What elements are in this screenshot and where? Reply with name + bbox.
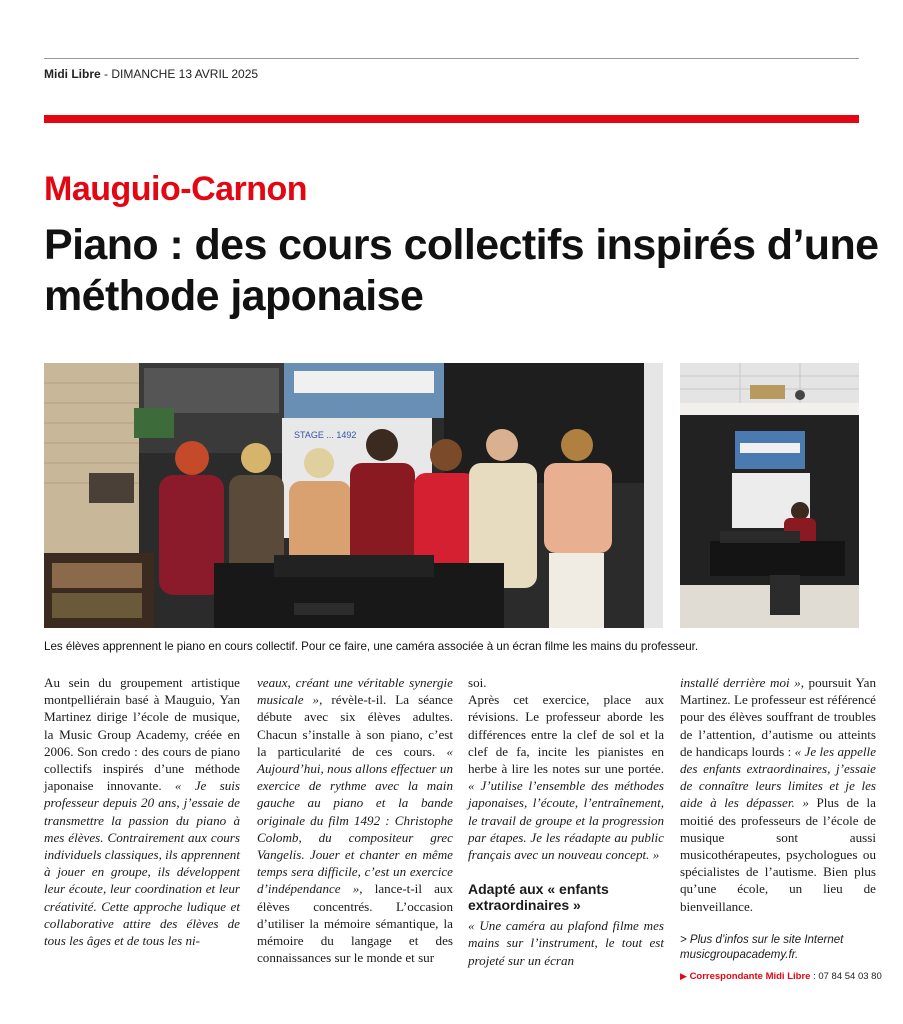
main-photo [44,363,663,628]
col3-paragraph-2 [468,691,664,863]
col3-quote-1: « J’utilise l’ensemble des méthodes japonaises, l’écoute, l’entraînement, le travail de groupe et la progression par étapes. Je les réadapte au public français avec un nouveau concept. » [468,778,664,863]
more-info-note: > Plus d’infos sur le site Internet musicgroupacademy.fr. [680,933,844,961]
col2-quote-1: veaux, créant une véritable synergie musicale » [257,675,453,708]
article-column-2 [257,674,453,966]
publication-name: Midi Libre [44,67,101,81]
correspondent-label: Correspondante Midi Libre [689,970,811,982]
col3-paragraph-1: soi. [468,675,487,690]
triangle-icon: ▶ [680,970,687,981]
col4-paragraph [680,674,876,915]
group-photo-illustration [44,363,663,628]
issue-date: - DIMANCHE 13 AVRIL 2025 [100,67,259,81]
article-column-4 [680,674,882,985]
section-bar [44,115,859,123]
correspondent-phone: : 07 84 54 03 80 [810,970,882,982]
col1-quote: « Je suis professeur depuis 20 ans, j’essaie de transmettre la passion du piano à mes élèves. Contrairement aux cours individuels classiques, ils apprennent à jouer en groupe, ils développent leur écoute, leur coordination et leur créativité. Cette approche ludique et collaborative attire des élèves de tous les âges et de tous les ni- [44,778,240,949]
col2-paragraph [257,674,453,966]
ceiling-camera-mount [750,385,785,399]
folio [44,67,258,81]
plant [134,408,174,438]
article-subhead: Adapté aux « enfants extraordinaires » [468,881,609,914]
amp [89,473,134,503]
col4-quote-1: installé derrière moi » [680,675,801,690]
col3-paragraph-3 [468,917,664,969]
col3-text: Après cet exercice, place aux révisions. Le professeur aborde les différences entre la clef de sol et la clef de fa, incite les pianistes en herbe à lire les notes sur une portée. [468,692,664,777]
col2-quote-2: « Aujourd’hui, nous allons effectuer un exercice de rythme avec la main gauche au piano et la bande originale du film 1492 : Christophe Colomb, du compositeur grec Vangelis. Jouer et chanter en même temps sera difficile, c’est un exercice d’indépendance » [257,743,453,897]
col2-text-2: , lance-t-il aux élèves concentrés. L’occasion d’utiliser la mémoire sémantique, la mémoire du langage et des connaissances sur le monde et sur [257,881,453,966]
whiteboard-text: STAGE ... 1492 [294,430,357,440]
top-rule [44,58,859,59]
col4-text-2: Plus de la moitié des professeurs de l’école de musique sont aussi musicothérapeutes, psychologues ou spécialistes de l’autisme. Bien plus qu’une école, un lieu de bienveillance. [680,795,876,914]
teacher-photo-illustration [680,363,859,628]
article-headline: Piano : des cours collectifs inspirés d’une méthode japonaise [44,221,879,320]
article-column-3 [468,674,664,969]
col4-text-1: , poursuit Yan Martinez. Le professeur est référencé pour des élèves souffrant de troubles de l’attention, d’autisme ou atteints de handicaps lourds : [680,675,876,759]
correspondent-credit [680,968,882,985]
stage-piano [710,541,845,576]
col1-paragraph [44,674,240,949]
article-column-1 [44,674,240,949]
col3-quote-2: « Une caméra au plafond filme mes mains sur l’instrument, le tout est projeté sur un écran [468,918,664,968]
col2-text-1: , révèle-t-il. La séance débute avec six élèves adultes. Chacun s’installe à son piano, c’est la particularité de ces cours. [257,692,453,759]
photo-caption: Les élèves apprennent le piano en cours collectif. Pour ce faire, une caméra associée à un écran filme les mains du professeur. [44,640,699,653]
col4-quote-2: « Je les appelle des enfants extraordinaires, j’essaie de connaître leurs limites et je les aide à les dépasser. » [680,743,876,811]
article-kicker: Mauguio-Carnon [44,170,308,208]
col1-text: Au sein du groupement artistique montpelliérain basé à Mauguio, Yan Martinez dirige l’école de musique, la Music Group Academy, créée en 2006. Son credo : des cours de piano collectifs inspirés d’une méthode japonaise innovante. [44,675,240,794]
side-photo [680,363,859,628]
